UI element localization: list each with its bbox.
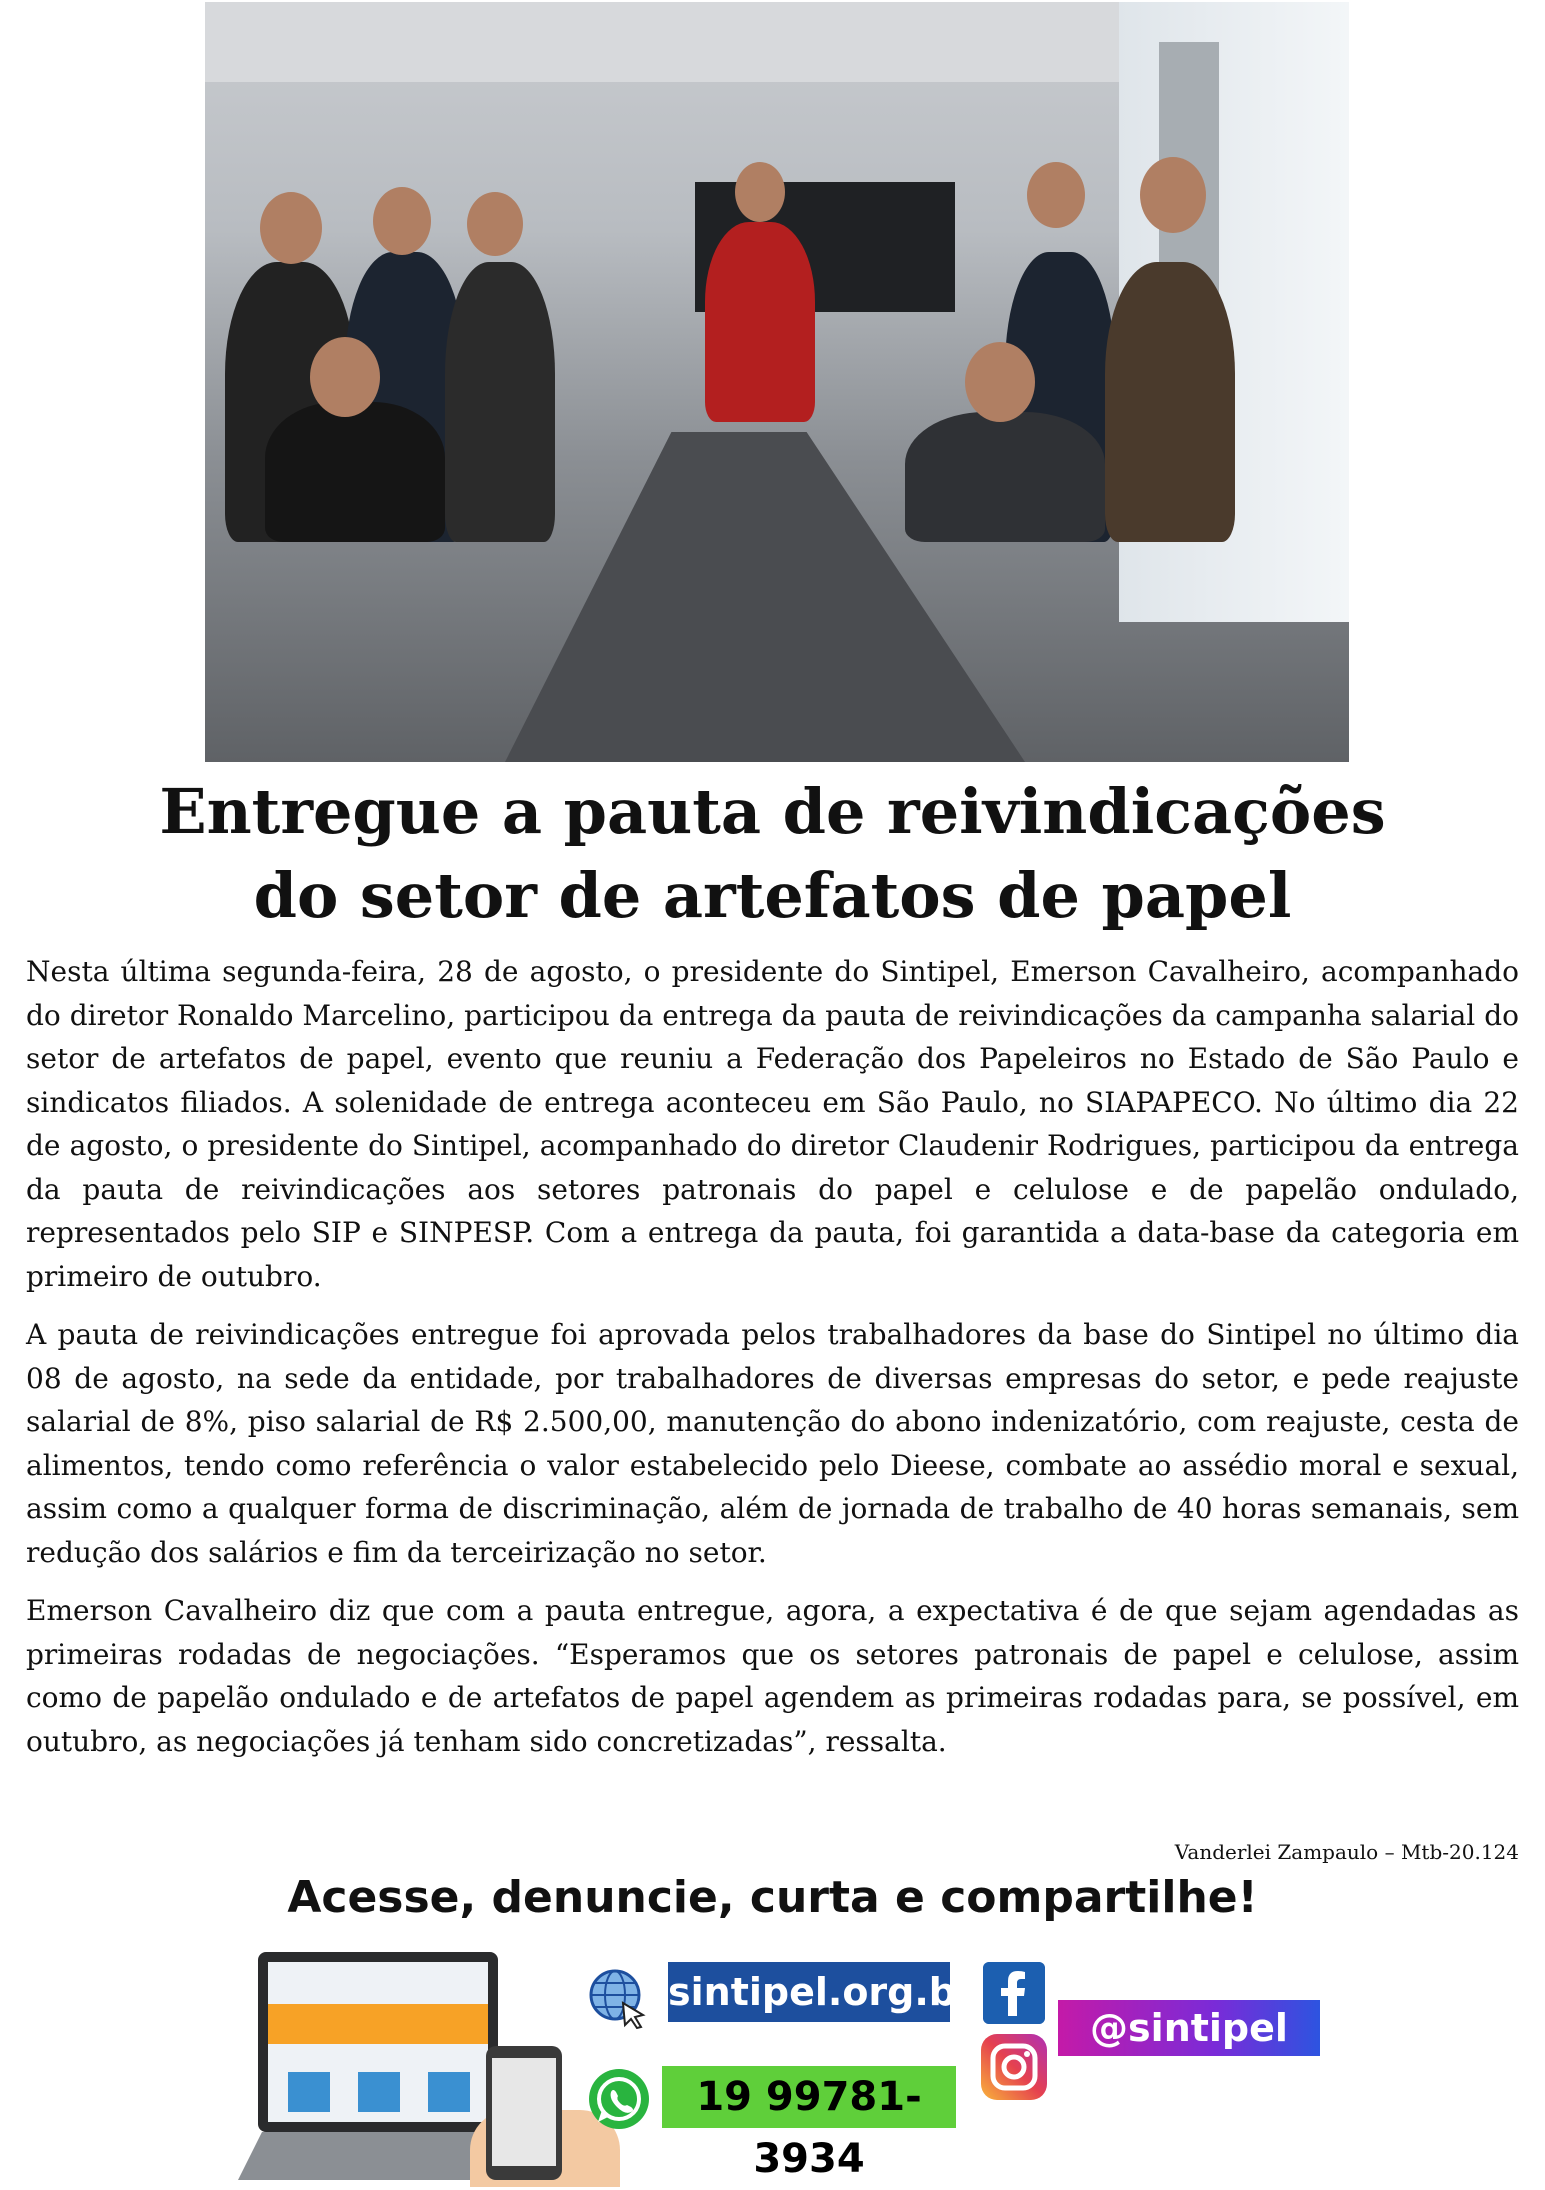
- laptop-icon: [258, 1952, 498, 2132]
- article-body: [26, 950, 1519, 1778]
- article-title-line1: Entregue a pauta de reivindicações: [159, 775, 1386, 848]
- article-paragraph: Emerson Cavalheiro diz que com a pauta entregue, agora, a expectativa é de que sejam agendadas as primeiras rodadas de negociações. “Esperamos que os setores patronais de papel e celulose, assim como de papelão ondulado e de artefatos de papel agendem as primeiras rodadas para, se possível, em outubro, as negociações já tenham sido concretizadas”, ressalta.: [26, 1594, 1519, 1758]
- article-paragraph: A pauta de reivindicações entregue foi aprovada pelos trabalhadores da base do Sintipel no último dia 08 de agosto, na sede da entidade, por trabalhadores de diversas empresas do setor, e pede reajuste salarial de 8%, piso salarial de R$ 2.500,00, manutenção do abono indenizatório, com reajuste, cesta de alimentos, tendo como referência o valor estabelecido pelo Dieese, combate ao assédio moral e sexual, assim como a qualquer forma de discriminação, além de jornada de trabalho de 40 horas semanais, sem redução dos salários e fim da terceirização no setor.: [26, 1318, 1519, 1569]
- website-link[interactable]: sintipel.org.br: [668, 1962, 950, 2022]
- article-paragraph: Nesta última segunda-feira, 28 de agosto, o presidente do Sintipel, Emerson Cavalheiro, acompanhado do diretor Ronaldo Marcelino, participou da entrega da pauta de reivindicações da campanha salarial do setor de artefatos de papel, evento que reuniu a Federação dos Papeleiros no Estado de São Paulo e sindicatos filiados. A solenidade de entrega aconteceu em São Paulo, no SIAPAPECO. No último dia 22 de agosto, o presidente do Sintipel, acompanhado do diretor Claudenir Rodrigues, participou da entrega da pauta de reivindicações aos setores patronais do papel e celulose e de papelão ondulado, representados pelo SIP e SINPESP. Com a entrega da pauta, foi garantida a data-base da categoria em primeiro de outubro.: [26, 955, 1519, 1293]
- instagram-icon[interactable]: [981, 2034, 1047, 2100]
- call-to-action: Acesse, denuncie, curta e compartilhe!: [287, 1872, 1258, 1923]
- whatsapp-number[interactable]: 19 99781-3934: [662, 2066, 956, 2128]
- whatsapp-icon: [584, 2064, 654, 2134]
- smartphone-icon: [486, 2046, 562, 2180]
- author-credit: Vanderlei Zampaulo – Mtb-20.124: [1174, 1840, 1519, 1864]
- article-title-line2: do setor de artefatos de papel: [253, 859, 1292, 932]
- article-title: [0, 770, 1545, 938]
- globe-icon: [585, 1965, 649, 2029]
- group-photo: [205, 2, 1349, 762]
- facebook-icon[interactable]: [983, 1962, 1045, 2024]
- social-handle[interactable]: @sintipel: [1058, 2000, 1320, 2056]
